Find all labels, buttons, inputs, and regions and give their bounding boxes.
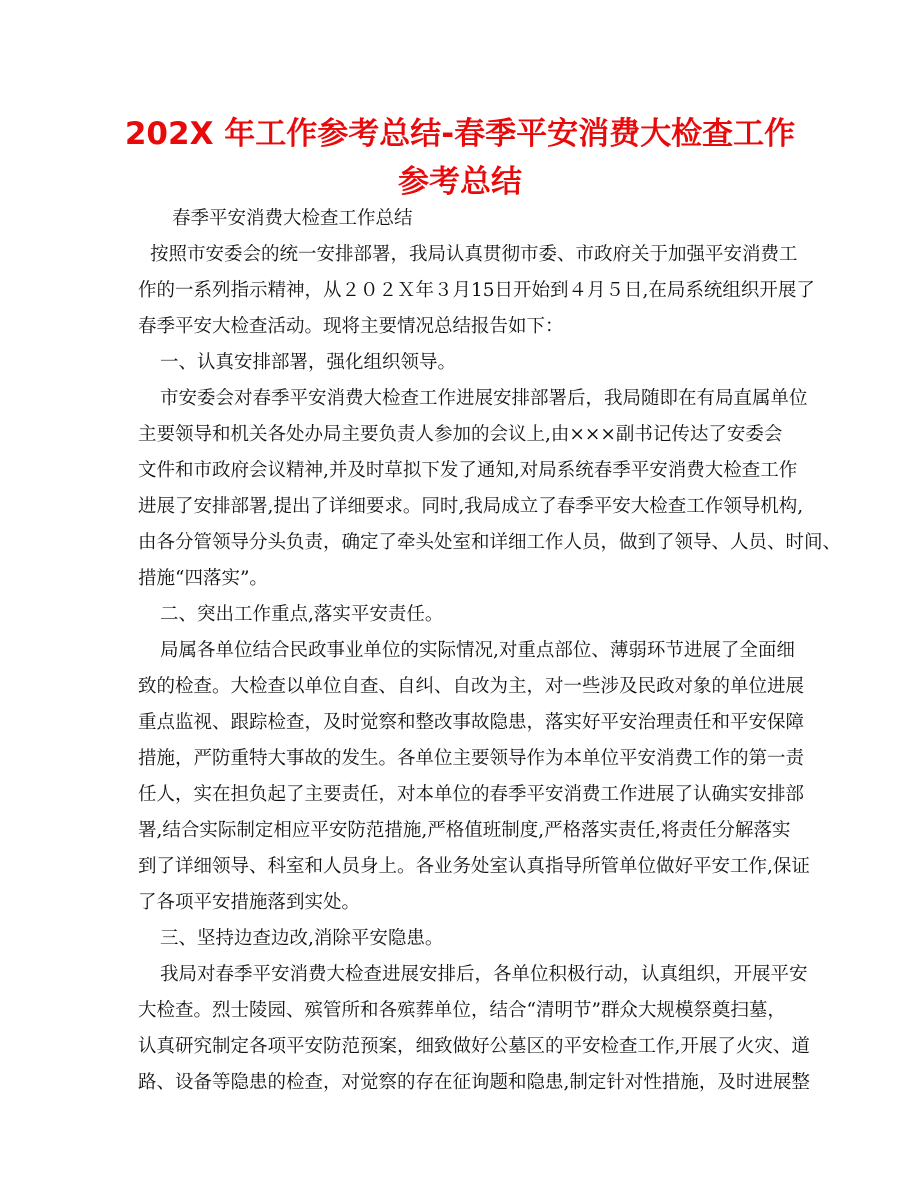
body-line: 路、设备等隐患的检查，对觉察的存在征询题和隐患,制定针对性措施，及时进展整: [138, 1072, 810, 1093]
body-line: 市安委会对春季平安消费大检查工作进展安排部署后，我局随即在有局直属单位: [160, 388, 808, 409]
body-line: 我局对春季平安消费大检查进展安排后，各单位积极行动，认真组织，开展平安: [160, 964, 808, 985]
body-subtitle: 春季平安消费大检查工作总结: [172, 208, 413, 229]
body-line: 措施“四落实”。: [138, 568, 268, 589]
body-line: 进展了安排部署,提出了详细要求。同时,我局成立了春季平安大检查工作领导机构,: [138, 496, 804, 517]
section-heading-1: 一、认真安排部署，强化组织领导。: [160, 352, 457, 373]
body-line: 按照市安委会的统一安排部署，我局认真贯彻市委、市政府关于加强平安消费工: [150, 244, 798, 265]
body-line: 大检查。烈士陵园、殡管所和各殡葬单位，结合“清明节”群众大规模祭奠扫墓，: [138, 1000, 786, 1021]
body-line: 署,结合实际制定相应平安防范措施,严格值班制度,严格落实责任,将责任分解落实: [138, 820, 791, 841]
body-line: 作的一系列指示精神，从２０２Ｘ年３月15日开始到４月５日,在局系统组织开展了: [138, 280, 815, 301]
body-line: 由各分管领导分头负责，确定了牵头处室和详细工作人员，做到了领导、人员、时间、: [138, 532, 842, 553]
body-line: 重点监视、跟踪检查，及时觉察和整改事故隐患，落实好平安治理责任和平安保障: [138, 712, 805, 733]
body-line: 局属各单位结合民政事业单位的实际情况,对重点部位、薄弱环节进展了全面细: [160, 640, 795, 661]
body-line: 了各项平安措施落到实处。: [138, 892, 361, 913]
section-heading-2: 二、突出工作重点,落实平安责任。: [160, 604, 444, 625]
body-line: 春季平安大检查活动。现将主要情况总结报告如下：: [138, 316, 564, 337]
body-line: 文件和市政府会议精神,并及时草拟下发了通知,对局系统春季平安消费大检查工作: [138, 460, 798, 481]
document-title-line-2: 参考总结: [398, 164, 522, 200]
body-line: 任人，实在担负起了主要责任，对本单位的春季平安消费工作进展了认确实安排部: [138, 784, 805, 805]
document-title-line-1: 202X 年工作参考总结-春季平安消费大检查工作: [124, 116, 796, 152]
body-line: 认真研究制定各项平安防范预案，细致做好公墓区的平安检查工作,开展了火灾、道: [138, 1036, 810, 1057]
body-line: 致的检查。大检查以单位自查、自纠、自改为主，对一些涉及民政对象的单位进展: [138, 676, 805, 697]
body-line: 到了详细领导、科室和人员身上。各业务处室认真指导所管单位做好平安工作,保证: [138, 856, 810, 877]
section-heading-3: 三、坚持边查边改,消除平安隐患。: [160, 928, 444, 949]
body-line: 主要领导和机关各处办局主要负责人参加的会议上,由×××副书记传达了安委会: [138, 424, 783, 445]
body-line: 措施，严防重特大事故的发生。各单位主要领导作为本单位平安消费工作的第一责: [138, 748, 805, 769]
